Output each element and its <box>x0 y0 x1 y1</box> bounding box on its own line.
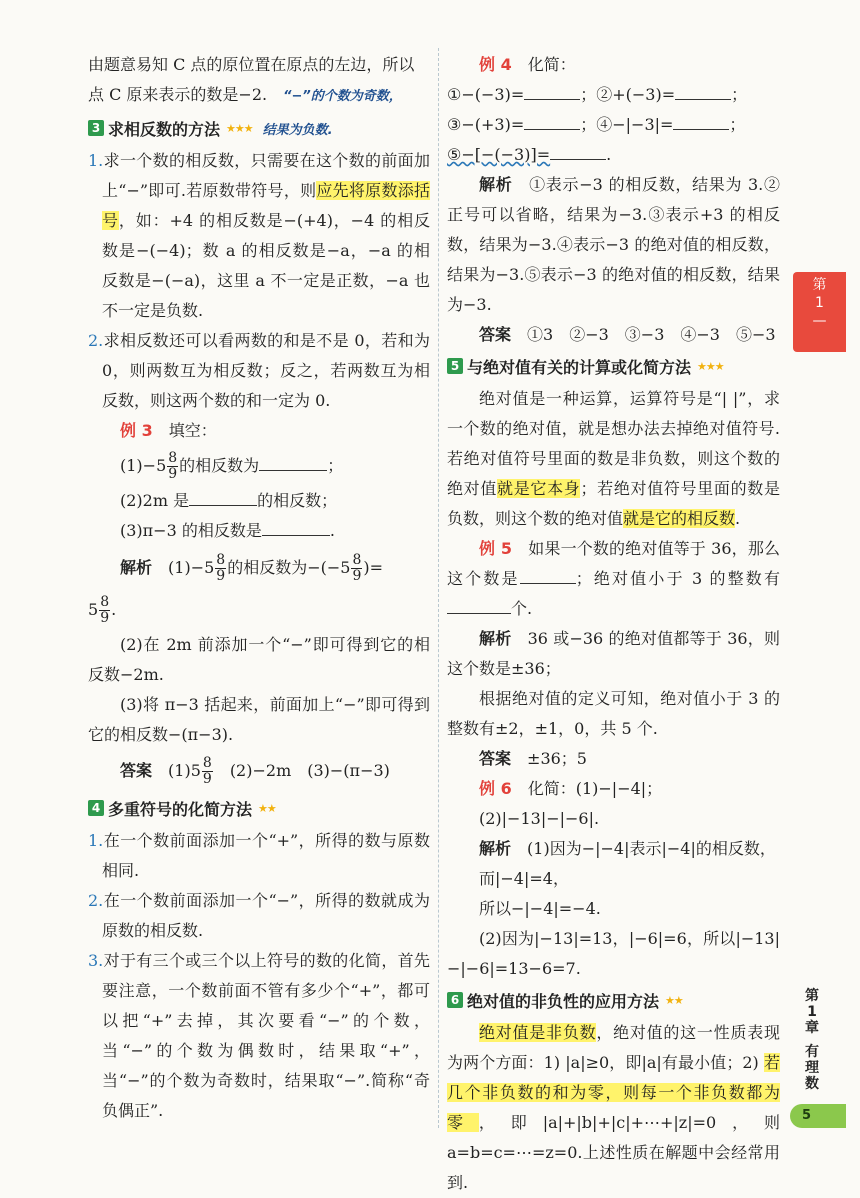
star-icon: ★★ <box>258 801 276 815</box>
example-5-solution: 解析 36 或−36 的绝对值都等于 36，则这个数是±36； <box>447 629 780 678</box>
highlight: 应先将原数添括号 <box>102 181 430 230</box>
example-3-solution-3: (3)将 π−3 括起来，前面加上“−”即可得到它的相反数−(π−3). <box>88 695 430 744</box>
example-6-solution-2: 而|−4|=4， <box>479 869 569 888</box>
example-3-q1: (1)−5 $\frac{8}{9}$ 的相反数为 ； <box>120 450 344 482</box>
example-3-solution-2: (2)在 2m 前添加一个“−”即可得到它的相反数−2m. <box>88 635 430 684</box>
section-number: 3 <box>88 120 104 136</box>
example-3-q2: (2)2m 是 的相反数； <box>120 491 338 510</box>
example-6-question: 例 6 化简：(1)−|−4|； <box>479 779 663 798</box>
answer-blank <box>673 115 729 130</box>
section-title: 多重符号的化简方法 <box>108 799 253 819</box>
section-title: 求相反数的方法 <box>108 119 221 139</box>
section-number: 4 <box>88 800 104 816</box>
section-5-heading <box>447 352 780 380</box>
chapter-tab: 第 1 — <box>793 272 846 352</box>
example-3-solution-cont: 5 $\frac{8}{9}$ . <box>88 594 117 626</box>
highlight: 绝对值是非负数 <box>479 1023 597 1042</box>
right-column <box>447 50 780 1198</box>
answer-blank <box>550 145 606 160</box>
section-5-paragraph: 绝对值是一种运算，运算符号是“| |”，求一个数的绝对值，就是想办法去掉绝对值符号.若绝对值符号里面的数是非负数，则这个数的绝对值就是它本身；若绝对值符号里面的数是负数，则这个数的绝对值就是它的相反数. <box>447 389 780 528</box>
example-3-answer: 答案 (1)5 $\frac{8}{9}$ (2)−2m (3)−(π−3) <box>120 755 390 787</box>
section-number: 6 <box>447 992 463 1008</box>
page-number: 5 <box>790 1104 846 1128</box>
highlight: 就是它本身 <box>497 479 581 498</box>
example-5-solution-2: 根据绝对值的定义可知，绝对值小于 3 的整数有±2，±1，0，共 5 个. <box>447 689 780 738</box>
left-column <box>88 50 430 1126</box>
example-6-question-2: (2)|−13|−|−6|. <box>479 809 600 828</box>
chapter-name: 有 理 数 <box>805 1044 819 1092</box>
intro-line-2: 点 C 原来表示的数是−2. “−”的个数为奇数， <box>88 85 402 104</box>
section-title: 与绝对值有关的计算或化简方法 <box>467 357 692 377</box>
example-5-question: 例 5 如果一个数的绝对值等于 36，那么这个数是 ；绝对值小于 3 的整数有个. <box>447 539 780 618</box>
example-6-solution-4: (2)因为|−13|=13，|−6|=6，所以|−13|−|−6|=13−6=7. <box>447 929 780 978</box>
star-icon: ★★ <box>665 993 683 1007</box>
example-4-header: 例 4 化简： <box>479 55 576 74</box>
section-6-heading <box>447 986 780 1014</box>
answer-blank <box>675 85 731 100</box>
answer-blank <box>524 115 580 130</box>
example-4-solution: 解析 ①表示−3 的相反数，结果为 3.②正号可以省略，结果为−3.③表示+3 的相反数，结果为−3.④表示−3 的绝对值的相反数，结果为−3.⑤表示−3 的绝对值的相反数，结果为−3. <box>447 175 780 314</box>
handwritten-note-2: 结果为负数. <box>262 122 333 138</box>
example-6-solution: 解析 (1)因为−|−4|表示|−4|的相反数， <box>479 839 776 858</box>
example-3-solution: 解析 (1)−5 $\frac{8}{9}$ 的相反数为−(−5 $\frac{8}{9}$ )= <box>120 552 384 584</box>
answer-blank <box>447 599 511 614</box>
intro-line-1: 由题意易知 C 点的原位置在原点的左边，所以 <box>88 55 415 74</box>
answer-blank <box>189 491 257 506</box>
list-item: 2.求相反数还可以看两数的和是不是 0，若和为 0，则两数互为相反数；反之，若两数互为相反数，则这两个数的和一定为 0. <box>88 331 430 410</box>
answer-blank <box>524 85 580 100</box>
answer-blank <box>259 456 327 471</box>
fraction: $\frac{8}{9}$ <box>216 552 226 584</box>
example-4-row-2: ③−(+3)= ；④−|−3|= ； <box>447 115 746 134</box>
section-number: 5 <box>447 358 463 374</box>
star-icon: ★★★ <box>226 121 253 135</box>
fraction: $\frac{8}{9}$ <box>168 450 178 482</box>
example-3-q3: (3)π−3 的相反数是 . <box>120 521 335 540</box>
answer-blank <box>262 521 330 536</box>
fraction: $\frac{8}{9}$ <box>202 755 212 787</box>
list-item: 3.对于有三个或三个以上符号的数的化简，首先要注意，一个数前面不管有多少个“+”，都可以把“+”去掉，其次要看“−”的个数，当“−”的个数为偶数时，结果取“+”，当“−”的个数为奇数时，结果取“−”.简称“奇负偶正”. <box>88 951 430 1120</box>
section-4-heading <box>88 794 430 822</box>
highlight: 就是它的相反数 <box>623 509 736 528</box>
example-4-row-1: ①−(−3)= ；②+(−3)= ； <box>447 85 748 104</box>
handwritten-note-1: “−”的个数为奇数， <box>283 89 402 104</box>
example-3-header: 例 3 填空： <box>120 421 217 440</box>
list-item: 1.在一个数前面添加一个“+”，所得的数与原数相同. <box>88 831 430 880</box>
example-5-answer: 答案 ±36；5 <box>479 749 587 768</box>
chapter-label: 第 1 章 <box>805 988 819 1036</box>
example-4-answer: 答案 ①3 ②−3 ③−3 ④−3 ⑤−3 <box>479 325 776 344</box>
list-item: 2.在一个数前面添加一个“−”，所得的数就成为原数的相反数. <box>88 891 430 940</box>
fraction: $\frac{8}{9}$ <box>352 552 362 584</box>
list-item: 1.求一个数的相反数，只需要在这个数的前面加上“−”即可.若原数带符号，则应先将原数添括号，如：+4 的相反数是−(+4)，−4 的相反数是−(−4)；数 a 的相反数是−a，−a 的相反数是−(−a)，这里 a 不一定是正数，−a 也不一定是负数. <box>88 151 430 320</box>
answer-blank <box>520 569 576 584</box>
section-title: 绝对值的非负性的应用方法 <box>467 991 660 1011</box>
highlight: 若几个非负数的和为零，则每一个非负数都为零 <box>447 1053 780 1132</box>
example-4-row-3: ⑤−[−(−3)]= . <box>447 145 612 164</box>
fraction: $\frac{8}{9}$ <box>100 594 110 626</box>
column-divider <box>438 48 439 1128</box>
example-6-solution-3: 所以−|−4|=−4. <box>479 899 601 918</box>
section-3-heading <box>88 114 430 142</box>
section-6-paragraph: 绝对值是非负数，绝对值的这一性质表现为两个方面：1) |a|≥0，即|a|有最小值；2) 若几个非负数的和为零，则每一个非负数都为零，即|a|+|b|+|c|+⋯+|z|=0，则 a=b=c=⋯=z=0.上述性质在解题中会经常用到. <box>447 1023 780 1192</box>
star-icon: ★★★ <box>697 359 724 373</box>
